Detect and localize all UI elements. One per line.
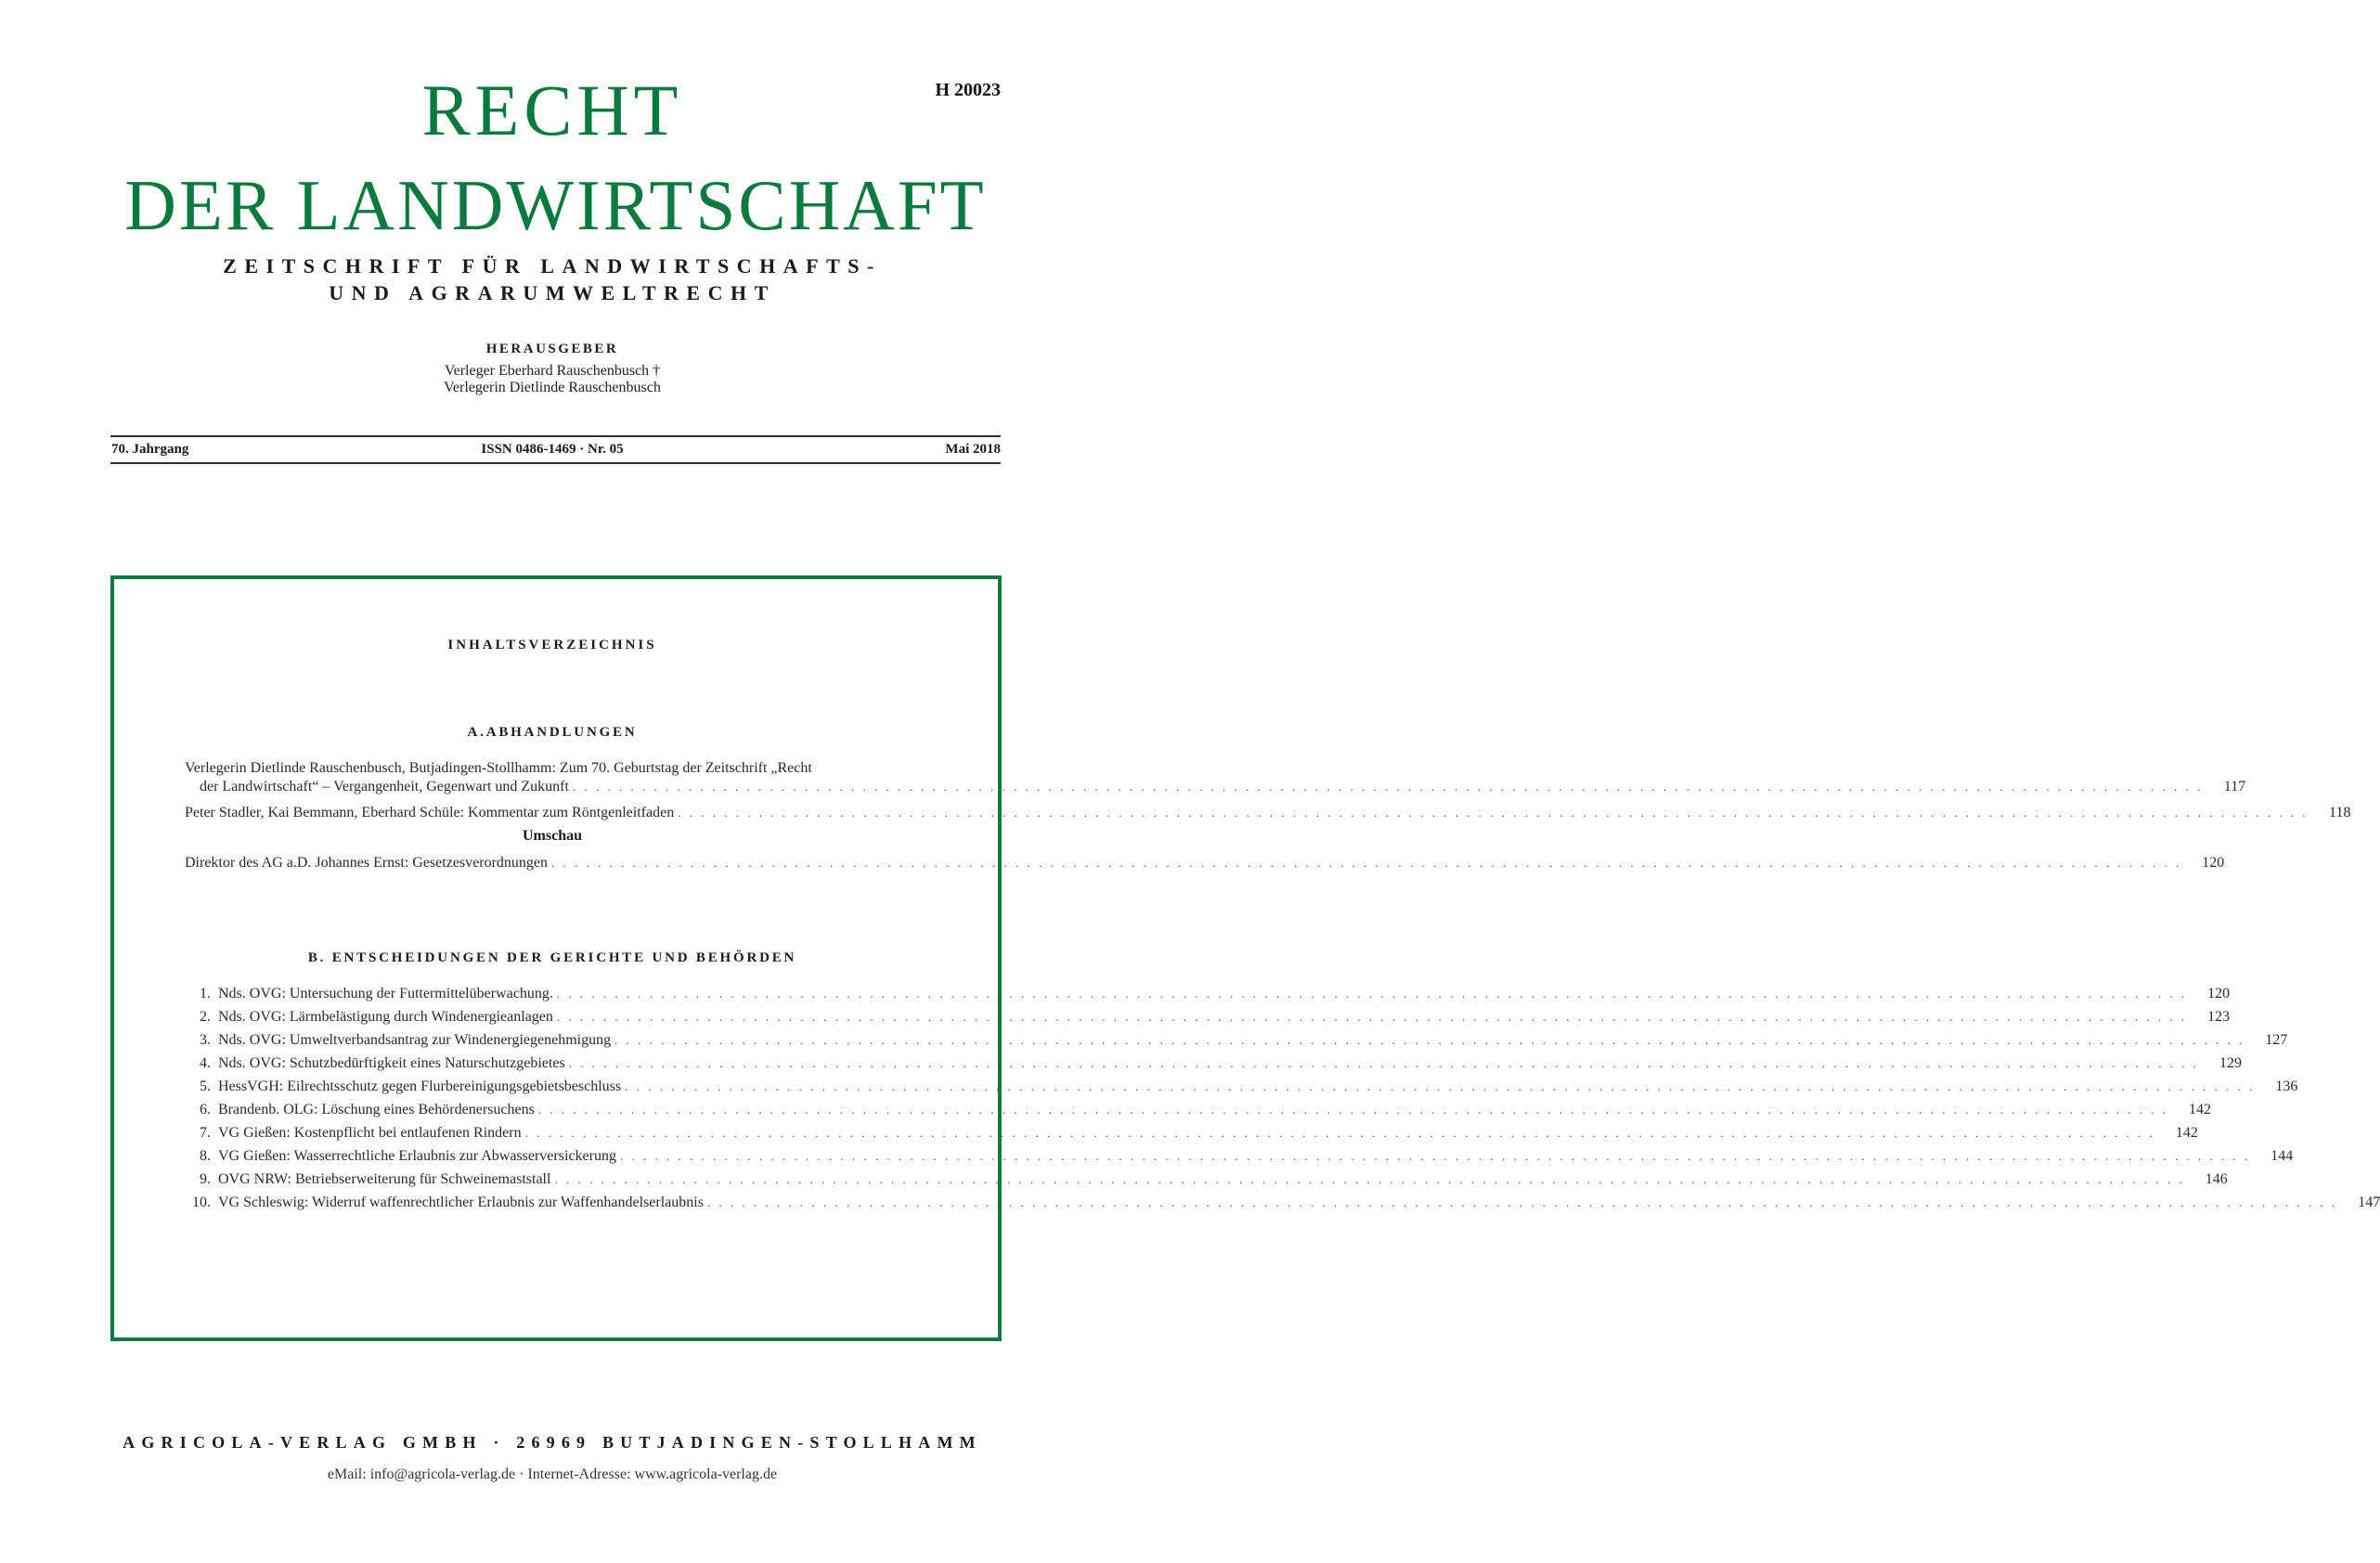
section-a-heading: A.ABHANDLUNGEN (467, 725, 638, 740)
issn-label: ISSN 0486-1469 · Nr. 05 (481, 442, 624, 457)
dot-leader (569, 1054, 2199, 1073)
list-item-text: Nds. OVG: Untersuchung der Futtermittelüberwachung. (218, 986, 553, 1001)
dot-leader (707, 1194, 2337, 1212)
publishers-heading: HERAUSGEBER (485, 342, 619, 356)
decisions-list (185, 985, 2380, 1217)
toc-entry-text-line1: Verlegerin Dietlinde Rauschenbusch, Butjadingen-Stollhamm: Zum 70. Geburtstag der Zeitschrift „Recht (185, 760, 812, 776)
list-item-text: VG Schleswig: Widerruf waffenrechtlicher Erlaubnis zur Waffenhandelserlaubnis (218, 1195, 704, 1210)
section-b-heading: B. ENTSCHEIDUNGEN DER GERICHTE UND BEHÖRDEN (307, 950, 797, 965)
dot-leader (554, 1170, 2184, 1189)
list-item-page: 142 (2189, 1102, 2212, 1117)
list-item (185, 1031, 2288, 1054)
issue-code: H 20023 (935, 80, 1001, 100)
list-item-number: 1. (200, 986, 211, 1001)
list-item (185, 985, 2231, 1008)
dot-leader (525, 1124, 2155, 1143)
list-item (185, 1194, 2380, 1217)
publisher-line-2: Verlegerin Dietlinde Rauschenbusch (444, 380, 661, 395)
list-item-page: 120 (2207, 986, 2231, 1001)
toc-entry-text: Peter Stadler, Kai Bemmann, Eberhard Schüle: Kommentar zum Röntgenleitfaden (185, 805, 675, 820)
issue-date: Mai 2018 (945, 442, 1001, 457)
toc-entry-text: Direktor des AG a.D. Johannes Ernst: Gesetzesverordnungen (185, 855, 549, 871)
list-item-number: 5. (200, 1079, 211, 1094)
toc-entry (185, 854, 2225, 872)
dot-leader (678, 804, 2308, 822)
list-item-page: 147 (2358, 1195, 2380, 1210)
toc-entry-page: 118 (2329, 805, 2351, 820)
journal-title-line1: RECHT (421, 70, 683, 150)
divider-top (110, 435, 1001, 437)
subtitle-line2: UND AGRARUMWELTRECHT (329, 281, 776, 304)
list-item-number: 6. (200, 1102, 211, 1117)
dot-leader (620, 1147, 2250, 1166)
list-item (185, 1078, 2298, 1101)
list-item (185, 1101, 2212, 1124)
toc-entry-page: 120 (2202, 855, 2225, 871)
toc-title: INHALTSVERZEICHNIS (447, 638, 657, 652)
list-item-number: 7. (200, 1125, 211, 1141)
dot-leader (538, 1101, 2168, 1119)
subtitle-line1: ZEITSCHRIFT FÜR LANDWIRTSCHAFTS- (223, 254, 882, 278)
list-item-page: 127 (2265, 1032, 2288, 1048)
divider-bottom (110, 462, 1001, 464)
umschau-heading: Umschau (522, 828, 582, 844)
list-item-text: Brandenb. OLG: Löschung eines Behördenersuchens (218, 1102, 535, 1117)
publisher-contact: eMail: info@agricola-verlag.de · Internet-Adresse: www.agricola-verlag.de (327, 1466, 778, 1482)
list-item-text: Nds. OVG: Umweltverbandsantrag zur Windenergiegenehmigung (218, 1032, 612, 1048)
journal-subtitle (0, 252, 1105, 306)
list-item-page: 136 (2275, 1079, 2298, 1094)
list-item-number: 4. (200, 1055, 211, 1071)
list-item-page: 146 (2205, 1171, 2228, 1187)
list-item (185, 1008, 2231, 1031)
list-item-number: 8. (200, 1148, 211, 1164)
toc-entry (185, 804, 2351, 822)
list-item-text: HessVGH: Eilrechtsschutz gegen Flurbereinigungsgebietsbeschluss (218, 1079, 622, 1094)
list-item (185, 1147, 2294, 1170)
toc-entry-text-line2: der Landwirtschaft“ – Vergangenheit, Gegenwart und Zukunft (200, 779, 569, 794)
list-item-text: Nds. OVG: Lärmbelästigung durch Windenergieanlagen (218, 1009, 553, 1025)
volume-label: 70. Jahrgang (111, 442, 189, 457)
toc-entry (185, 759, 2246, 796)
dot-leader (573, 778, 2203, 796)
list-item-page: 129 (2218, 1055, 2242, 1071)
list-item-page: 142 (2175, 1125, 2198, 1141)
journal-title-line2: DER LANDWIRTSCHAFT (124, 165, 987, 245)
publisher-line-1: Verleger Eberhard Rauschenbusch † (444, 363, 661, 379)
list-item-number: 2. (200, 1009, 211, 1025)
list-item-text: VG Gießen: Wasserrechtliche Erlaubnis zur Abwasserversickerung (218, 1148, 616, 1164)
toc-entry-page: 117 (2223, 779, 2246, 794)
list-item-number: 3. (200, 1032, 211, 1048)
dot-leader (557, 1008, 2187, 1027)
dot-leader (551, 854, 2181, 872)
list-item-page: 123 (2207, 1009, 2231, 1025)
list-item-text: OVG NRW: Betriebserweiterung für Schweinemaststall (218, 1171, 551, 1187)
list-item-page: 144 (2270, 1148, 2294, 1164)
publisher-address: AGRICOLA-VERLAG GMBH · 26969 BUTJADINGEN-STOLLHAMM (123, 1433, 982, 1452)
list-item-number: 10. (192, 1195, 211, 1210)
list-item-text: Nds. OVG: Schutzbedürftigkeit eines Naturschutzgebietes (218, 1055, 565, 1071)
list-item (185, 1054, 2242, 1078)
list-item (185, 1124, 2198, 1147)
list-item-text: VG Gießen: Kostenpflicht bei entlaufenen Rindern (218, 1125, 522, 1141)
list-item (185, 1170, 2228, 1194)
dot-leader (625, 1078, 2255, 1096)
dot-leader (557, 985, 2187, 1003)
list-item-number: 9. (200, 1171, 211, 1187)
dot-leader (614, 1031, 2244, 1050)
